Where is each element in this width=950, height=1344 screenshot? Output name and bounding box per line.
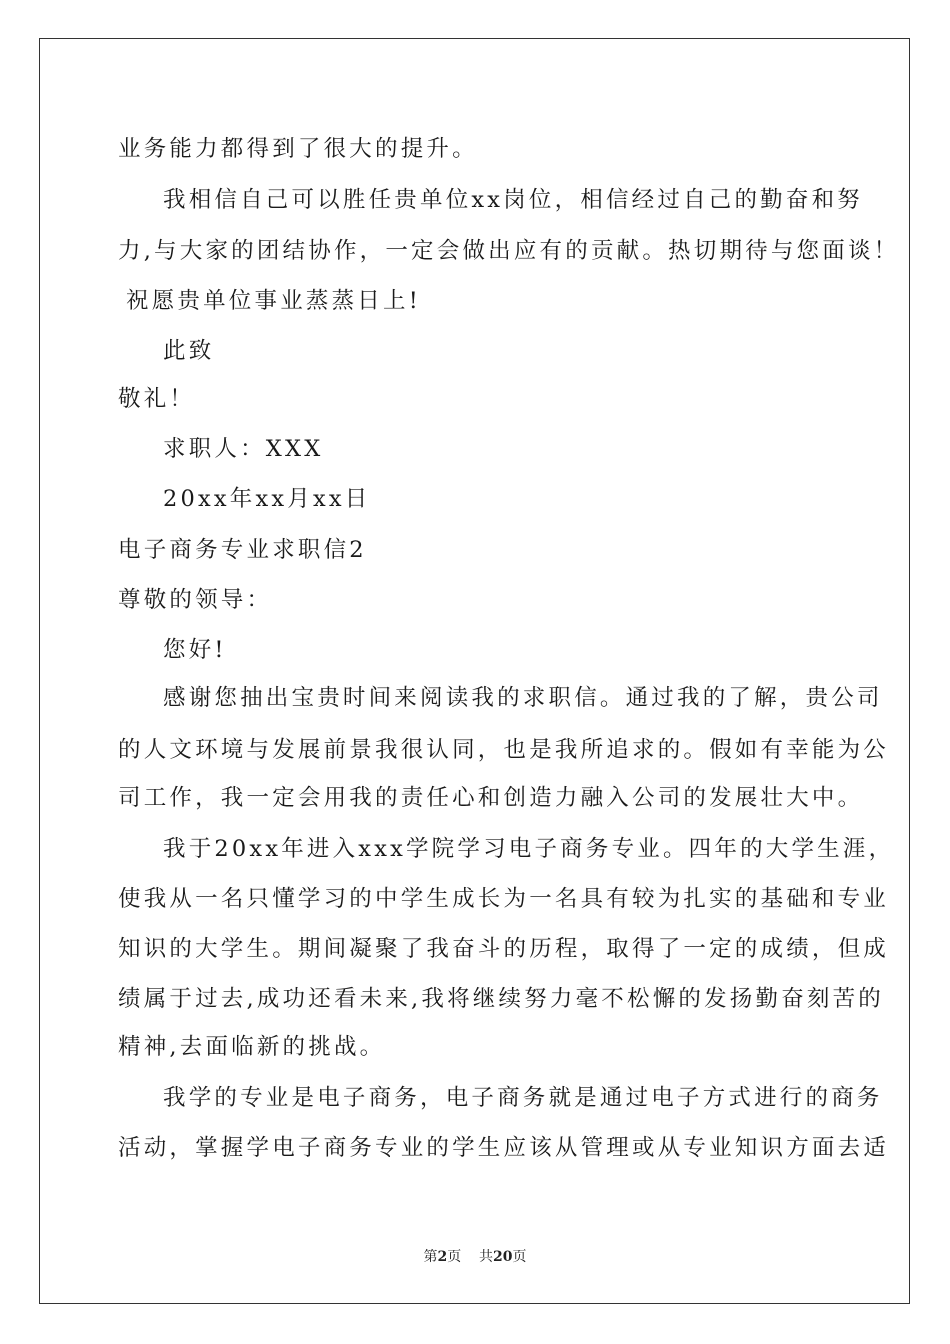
paragraph-line: 感谢您抽出宝贵时间来阅读我的求职信。通过我的了解，贵公司 — [163, 685, 883, 711]
letter-greeting: 尊敬的领导： — [118, 587, 273, 613]
paragraph-line: 我于20xx年进入xxx学院学习电子商务专业。四年的大学生涯， — [163, 836, 895, 862]
closing-regards: 敬礼！ — [118, 386, 196, 412]
page-total-prefix: 共 — [479, 1249, 494, 1265]
letter-hello: 您好! — [163, 637, 227, 663]
paragraph-line: 司工作，我一定会用我的责任心和创造力融入公司的发展壮大中。 — [118, 785, 864, 811]
page-total-unit: 页 — [512, 1249, 527, 1265]
page-number-current: 2 — [437, 1249, 448, 1265]
page-number-prefix: 第 — [423, 1249, 438, 1265]
page-footer — [0, 1248, 950, 1266]
paragraph-line: 绩属于过去,成功还看未来,我将继续努力毫不松懈的发扬勤奋刻苦的 — [118, 986, 885, 1012]
paragraph-line: 业务能力都得到了很大的提升。 — [118, 136, 478, 162]
paragraph-line: 的人文环境与发展前景我很认同，也是我所追求的。假如有幸能为公 — [118, 737, 890, 763]
paragraph-line: 使我从一名只懂学习的中学生成长为一名具有较为扎实的基础和专业 — [118, 886, 890, 912]
applicant-signature: 求职人：XXX — [163, 436, 324, 462]
page-number-unit: 页 — [447, 1249, 462, 1265]
paragraph-line: 力,与大家的团结协作，一定会做出应有的贡献。热切期待与您面谈！ — [118, 238, 900, 264]
page-total-count: 20 — [493, 1249, 513, 1265]
paragraph-line: 知识的大学生。期间凝聚了我奋斗的历程，取得了一定的成绩，但成 — [118, 936, 890, 962]
closing-salutation: 此致 — [163, 338, 215, 364]
closing-wish: 祝愿贵单位事业蒸蒸日上! — [126, 288, 421, 314]
page-border — [39, 38, 910, 1304]
paragraph-line: 活动，掌握学电子商务专业的学生应该从管理或从专业知识方面去适 — [118, 1135, 890, 1161]
section-title: 电子商务专业求职信2 — [118, 537, 367, 563]
paragraph-line: 我学的专业是电子商务，电子商务就是通过电子方式进行的商务 — [163, 1085, 883, 1111]
letter-date: 20xx年xx月xx日 — [163, 486, 371, 512]
paragraph-line: 我相信自己可以胜任贵单位xx岗位，相信经过自己的勤奋和努 — [163, 187, 863, 213]
paragraph-line: 精神,去面临新的挑战。 — [118, 1034, 386, 1060]
